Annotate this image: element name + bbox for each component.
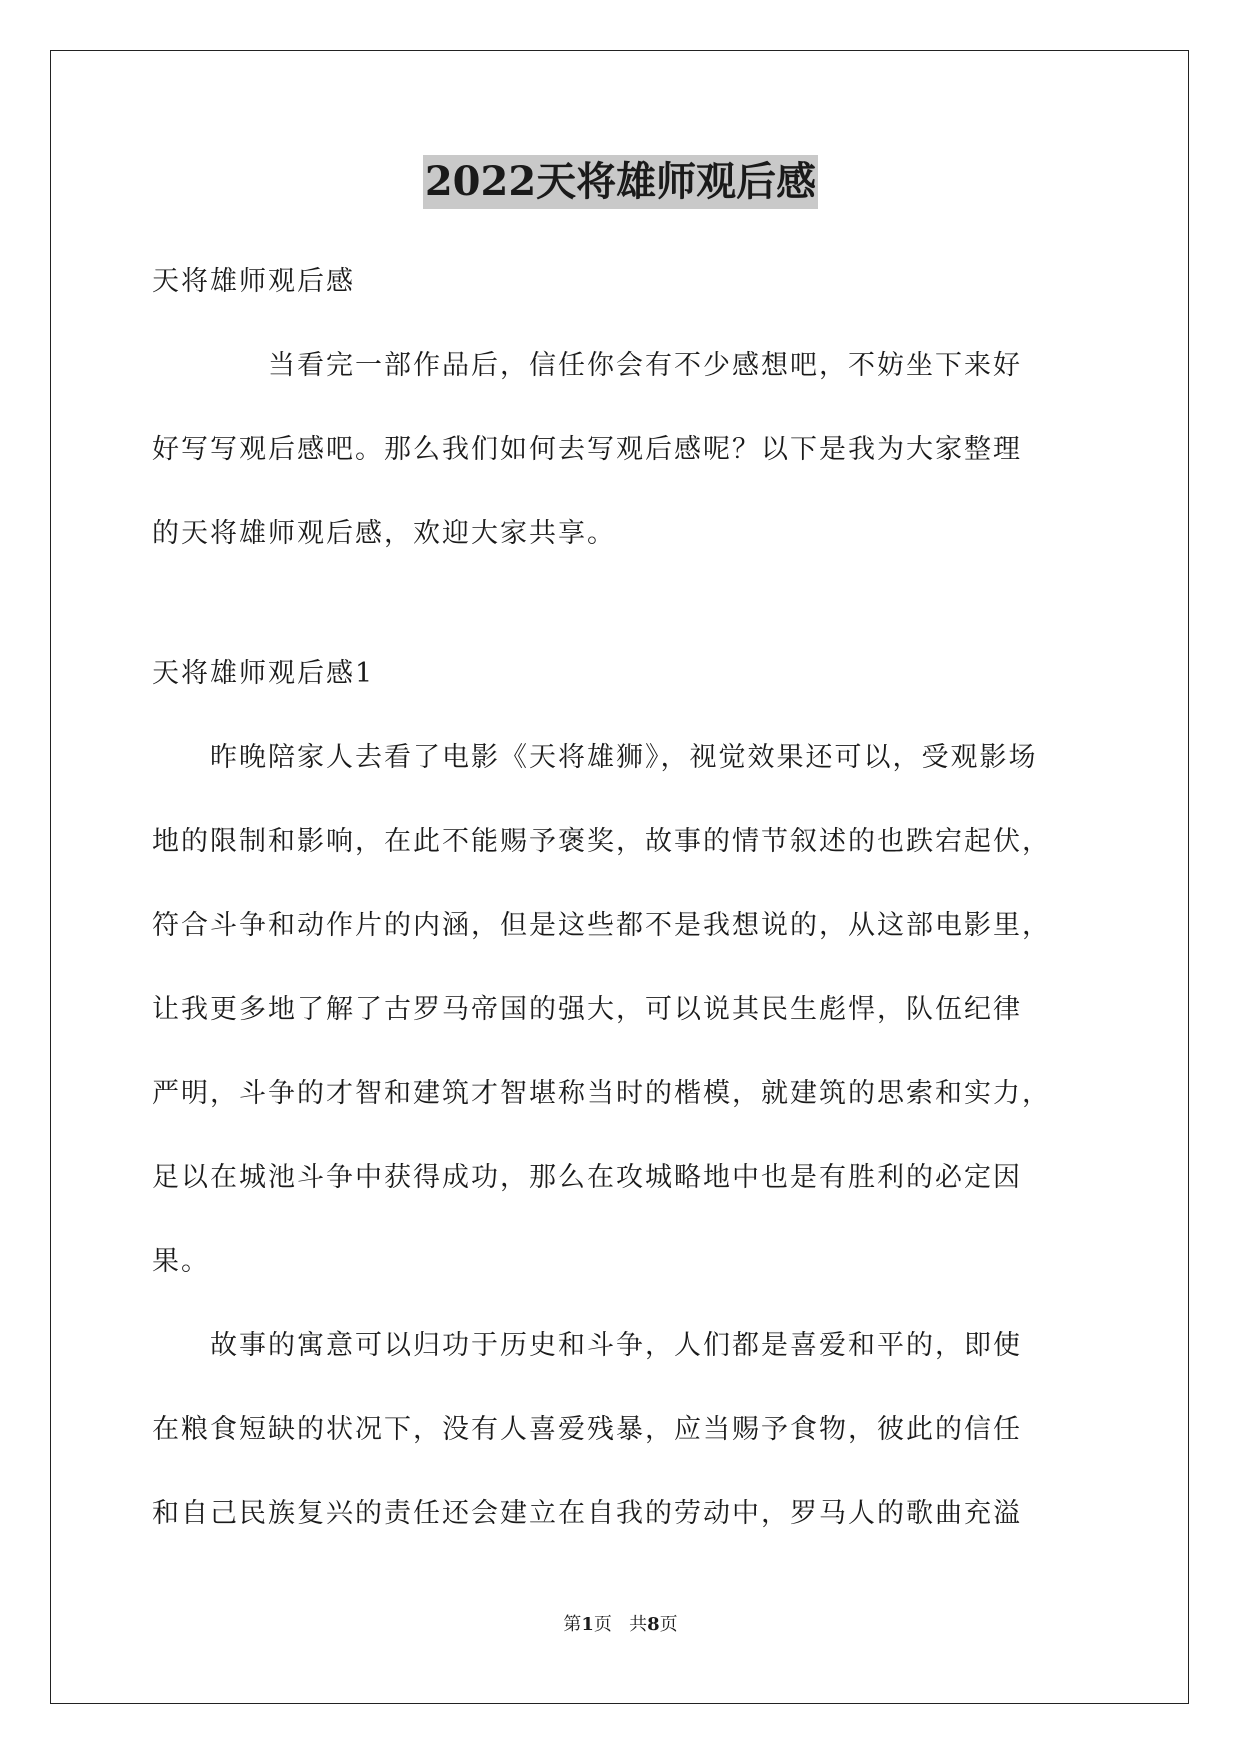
page-footer xyxy=(0,1610,1241,1636)
text-line: 符合斗争和动作片的内涵，但是这些都不是我想说的，从这部电影里， xyxy=(152,910,1051,941)
total-prefix: 共 xyxy=(629,1614,648,1635)
page-suffix: 页 xyxy=(593,1614,612,1635)
total-page-count: 8 xyxy=(647,1614,660,1635)
current-page-number: 1 xyxy=(581,1614,594,1635)
text-line: 让我更多地了解了古罗马帝国的强大，可以说其民生彪悍，队伍纪律 xyxy=(152,994,1022,1025)
text-line: 地的限制和影响，在此不能赐予褒奖，故事的情节叙述的也跌宕起伏， xyxy=(152,826,1051,857)
document-title: 2022天将雄师观后感 xyxy=(423,155,818,209)
text-line: 天将雄师观后感 xyxy=(152,266,355,297)
text-line: 昨晚陪家人去看了电影《天将雄狮》，视觉效果还可以，受观影场 xyxy=(210,742,1038,773)
text-line: 在粮食短缺的状况下，没有人喜爱残暴，应当赐予食物，彼此的信任 xyxy=(152,1414,1022,1445)
page-prefix: 第 xyxy=(563,1614,582,1635)
text-line: 足以在城池斗争中获得成功，那么在攻城略地中也是有胜利的必定因 xyxy=(152,1162,1022,1193)
text-line: 严明，斗争的才智和建筑才智堪称当时的楷模，就建筑的思索和实力， xyxy=(152,1078,1051,1109)
text-line: 好写写观后感吧。那么我们如何去写观后感呢？以下是我为大家整理 xyxy=(152,434,1022,465)
document-body xyxy=(152,240,1087,1556)
text-line: 故事的寓意可以归功于历史和斗争，人们都是喜爱和平的，即使 xyxy=(210,1330,1022,1361)
total-suffix: 页 xyxy=(659,1614,678,1635)
text-line: 当看完一部作品后，信任你会有不少感想吧，不妨坐下来好 xyxy=(268,350,1022,381)
text-line: 天将雄师观后感1 xyxy=(152,658,375,689)
text-line: 和自己民族复兴的责任还会建立在自我的劳动中，罗马人的歌曲充溢 xyxy=(152,1498,1022,1529)
text-line: 的天将雄师观后感，欢迎大家共享。 xyxy=(152,518,616,549)
paragraph-gap xyxy=(152,576,1087,632)
text-line: 果。 xyxy=(152,1246,210,1277)
title-container xyxy=(0,155,1241,209)
